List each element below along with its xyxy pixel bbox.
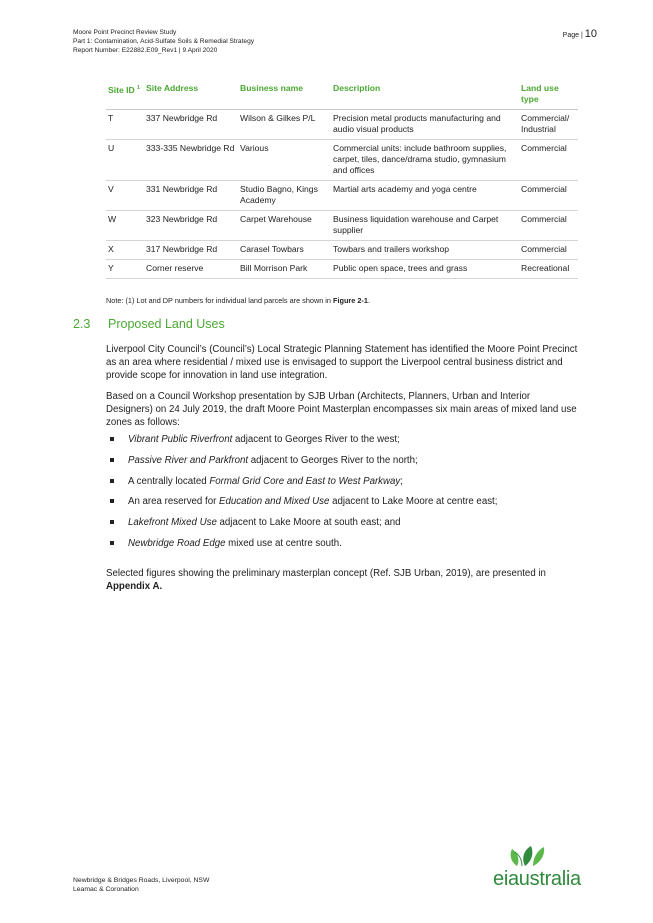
footer-location: Newbridge & Bridges Roads, Liverpool, NSW bbox=[73, 877, 210, 884]
section-number: 2.3 bbox=[73, 317, 91, 331]
bullet-icon bbox=[110, 437, 114, 441]
bullet-icon bbox=[110, 541, 114, 545]
cell-description: Commercial units: include bathroom supplies, carpet, tiles, dance/drama studio, gymnasium and offices bbox=[331, 140, 519, 181]
col-header-business: Business name bbox=[238, 80, 331, 110]
cell-business: Studio Bagno, Kings Academy bbox=[238, 181, 331, 211]
site-table bbox=[106, 80, 578, 279]
cell-address: 323 Newbridge Rd bbox=[144, 211, 238, 241]
cell-site-id: U bbox=[106, 140, 144, 181]
cell-description: Precision metal products manufacturing and audio visual products bbox=[331, 110, 519, 140]
list-item: A centrally located Formal Grid Core and East to West Parkway; bbox=[106, 475, 578, 496]
zone-name: Passive River and Parkfront bbox=[128, 454, 249, 466]
header-report-number: Report Number: E22882.E09_Rev1 | 9 April 2020 bbox=[73, 47, 218, 54]
cell-business: Various bbox=[238, 140, 331, 181]
list-item: Vibrant Public Riverfront adjacent to Georges River to the west; bbox=[106, 433, 578, 454]
cell-description: Business liquidation warehouse and Carpet supplier bbox=[331, 211, 519, 241]
cell-business: Bill Morrison Park bbox=[238, 260, 331, 279]
section-title: Proposed Land Uses bbox=[108, 317, 225, 331]
col-header-site-id: Site ID $^1$ bbox=[106, 80, 144, 110]
cell-description: Towbars and trailers workshop bbox=[331, 241, 519, 260]
bullet-icon bbox=[110, 458, 114, 462]
zone-name: Education and Mixed Use bbox=[219, 496, 330, 508]
cell-address: Corner reserve bbox=[144, 260, 238, 279]
cell-land-use: Commercial bbox=[519, 211, 578, 241]
list-item: Lakefront Mixed Use adjacent to Lake Moore at south east; and bbox=[106, 516, 578, 537]
cell-business: Carpet Warehouse bbox=[238, 211, 331, 241]
zone-name: Lakefront Mixed Use bbox=[128, 517, 217, 529]
page-number bbox=[563, 28, 597, 40]
page-label: Page | bbox=[562, 32, 583, 39]
page-number-value: 10 bbox=[584, 28, 597, 40]
document-footer bbox=[73, 876, 209, 894]
table-row bbox=[106, 181, 578, 211]
cell-site-id: X bbox=[106, 241, 144, 260]
bullet-icon bbox=[110, 520, 114, 524]
paragraph-3: Selected figures showing the preliminary masterplan concept (Ref. SJB Urban, 2019), are presented in Appendix A. bbox=[106, 568, 546, 592]
cell-land-use: Commercial/ Industrial bbox=[519, 110, 578, 140]
header-study-title: Moore Point Precinct Review Study bbox=[73, 29, 177, 36]
paragraph-1: Liverpool City Council’s (Council’s) Local Strategic Planning Statement has identified the Moore Point Precinct as an area where residential / mixed use is envisaged to support the Liverpool central business district and provide scope for innovation in land use integration. bbox=[106, 344, 578, 381]
cell-address: 333-335 Newbridge Rd bbox=[144, 140, 238, 181]
list-item: Passive River and Parkfront adjacent to Georges River to the north; bbox=[106, 454, 578, 475]
list-item: Newbridge Road Edge mixed use at centre south. bbox=[106, 537, 578, 558]
table-header-row bbox=[106, 80, 578, 110]
footer-client: Leamac & Coronation bbox=[73, 886, 139, 893]
zone-name: Vibrant Public Riverfront bbox=[128, 434, 233, 445]
cell-site-id: V bbox=[106, 181, 144, 211]
appendix-reference: Appendix A. bbox=[106, 581, 163, 592]
cell-address: 317 Newbridge Rd bbox=[144, 241, 238, 260]
col-header-description: Description bbox=[331, 80, 519, 110]
table-row bbox=[106, 260, 578, 279]
cell-land-use: Commercial bbox=[519, 241, 578, 260]
cell-site-id: T bbox=[106, 110, 144, 140]
table-row bbox=[106, 211, 578, 241]
cell-site-id: Y bbox=[106, 260, 144, 279]
zone-name: Formal Grid Core and East to West Parkway bbox=[209, 475, 401, 487]
cell-business: Wilson & Gilkes P/L bbox=[238, 110, 331, 140]
paragraph-2: Based on a Council Workshop presentation by SJB Urban (Architects, Planners, Urban and Interior Designers) on 24 July 2019, the draft Moore Point Masterplan encompasses six main areas of mixed land use zones as follows: bbox=[106, 391, 577, 428]
col-header-address: Site Address bbox=[144, 80, 238, 110]
header-part-title: Part 1: Contamination, Acid-Sulfate Soils & Remedial Strategy bbox=[73, 38, 255, 45]
cell-address: 337 Newbridge Rd bbox=[144, 110, 238, 140]
table-row bbox=[106, 241, 578, 260]
cell-address: 331 Newbridge Rd bbox=[144, 181, 238, 211]
zone-name: Newbridge Road Edge bbox=[128, 537, 226, 549]
bullet-icon bbox=[110, 479, 114, 483]
company-logo-text: eiaustralia bbox=[493, 868, 581, 890]
col-header-land-use: Land use type bbox=[519, 80, 578, 110]
cell-description: Martial arts academy and yoga centre bbox=[331, 181, 519, 211]
list-item: An area reserved for Education and Mixed Use adjacent to Lake Moore at centre east; bbox=[106, 495, 578, 516]
cell-site-id: W bbox=[106, 211, 144, 241]
bullet-icon bbox=[110, 499, 114, 503]
figure-reference: Figure 2-1 bbox=[333, 296, 368, 305]
cell-land-use: Commercial bbox=[519, 140, 578, 181]
table-row bbox=[106, 140, 578, 181]
document-header bbox=[73, 28, 254, 55]
cell-land-use: Recreational bbox=[519, 260, 578, 279]
table-note: Note: (1) Lot and DP numbers for individual land parcels are shown in Figure 2-1. bbox=[106, 296, 370, 305]
table-row bbox=[106, 110, 578, 140]
cell-land-use: Commercial bbox=[519, 181, 578, 211]
cell-business: Carasel Towbars bbox=[238, 241, 331, 260]
land-use-list bbox=[106, 433, 578, 558]
cell-description: Public open space, trees and grass bbox=[331, 260, 519, 279]
